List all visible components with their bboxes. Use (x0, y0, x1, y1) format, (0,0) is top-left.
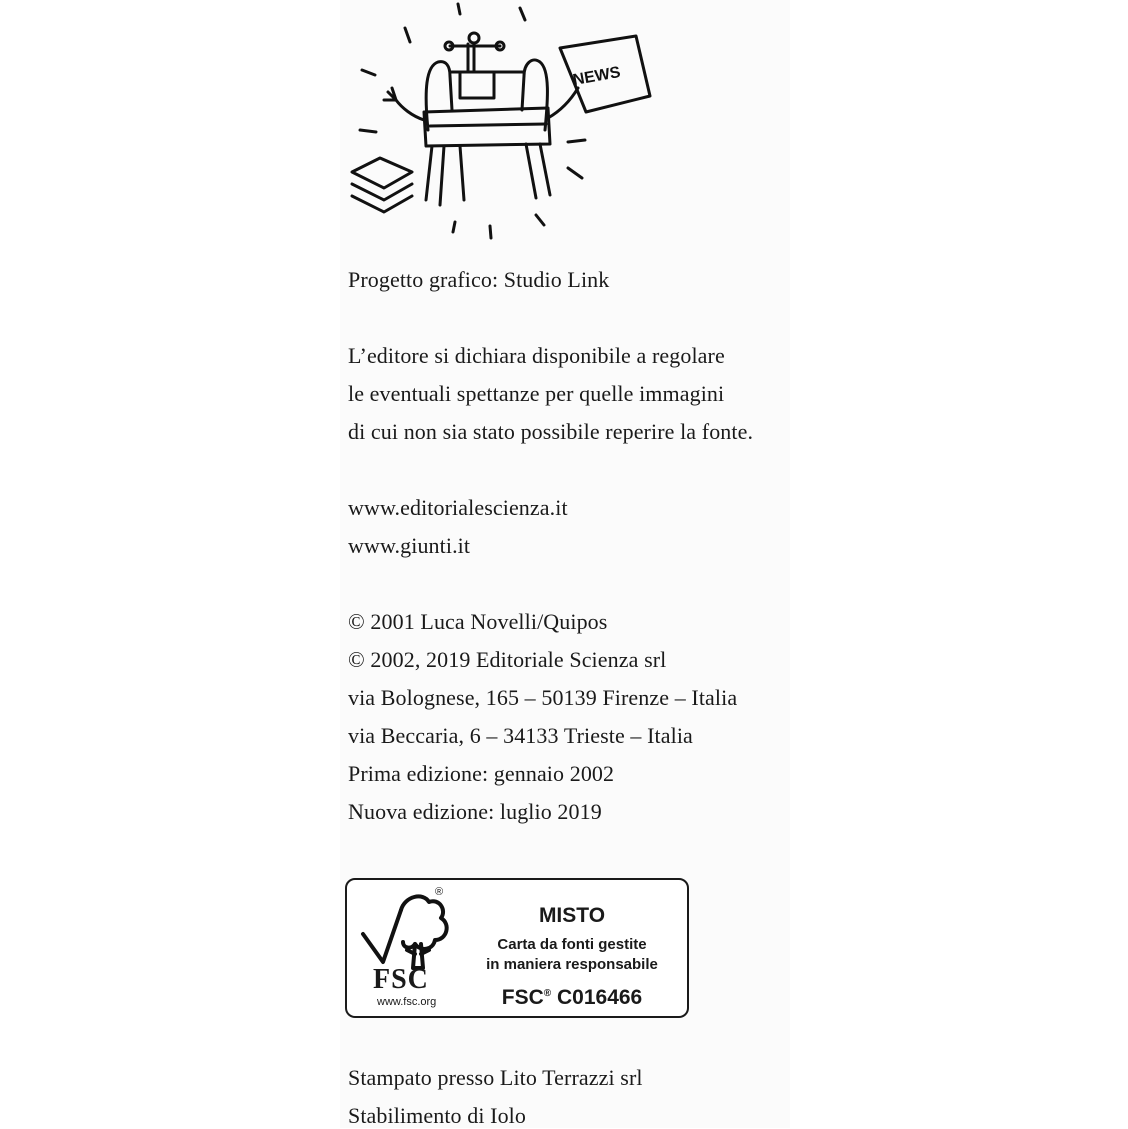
news-sign-text: NEWS (571, 63, 622, 90)
address-line: via Beccaria, 6 – 34133 Trieste – Italia (348, 723, 693, 748)
fsc-url: www.fsc.org (377, 996, 437, 1008)
copyright-line: © 2002, 2019 Editoriale Scienza srl (348, 647, 667, 672)
disclaimer-line: L’editore si dichiara disponibile a regolare (348, 343, 725, 368)
fsc-description-line: Carta da fonti gestite (497, 936, 647, 953)
fsc-logo-letters: FSC (373, 964, 429, 995)
fsc-code-prefix: FSC (501, 986, 544, 1009)
disclaimer-line: di cui non sia stato possibile reperire la fonte. (348, 419, 754, 444)
fsc-registered-mark: ® (435, 886, 444, 898)
website-link-editorialescienza[interactable]: www.editorialescienza.it (348, 495, 568, 520)
edition-line: Nuova edizione: luglio 2019 (348, 799, 602, 824)
fsc-code-number: C016466 (556, 986, 643, 1009)
fsc-license-code (457, 986, 687, 1010)
printing-press-illustration (340, 0, 680, 250)
fsc-category-label: MISTO (538, 904, 606, 927)
printer-line: Stabilimento di Iolo (348, 1103, 526, 1128)
fsc-certification-label (345, 878, 689, 1018)
edition-line: Prima edizione: gennaio 2002 (348, 761, 615, 786)
address-line: via Bolognese, 165 – 50139 Firenze – Italia (348, 685, 738, 710)
design-credit: Progetto grafico: Studio Link (348, 267, 610, 292)
disclaimer-line: le eventuali spettanze per quelle immagini (348, 381, 725, 406)
fsc-description-line: in maniera responsabile (486, 956, 658, 973)
website-link-giunti[interactable]: www.giunti.it (348, 533, 471, 558)
fsc-code-registered-mark: ® (543, 988, 552, 999)
printer-line: Stampato presso Lito Terrazzi srl (348, 1065, 643, 1090)
copyright-line: © 2001 Luca Novelli/Quipos (348, 609, 608, 634)
fsc-tree-icon (357, 888, 457, 974)
